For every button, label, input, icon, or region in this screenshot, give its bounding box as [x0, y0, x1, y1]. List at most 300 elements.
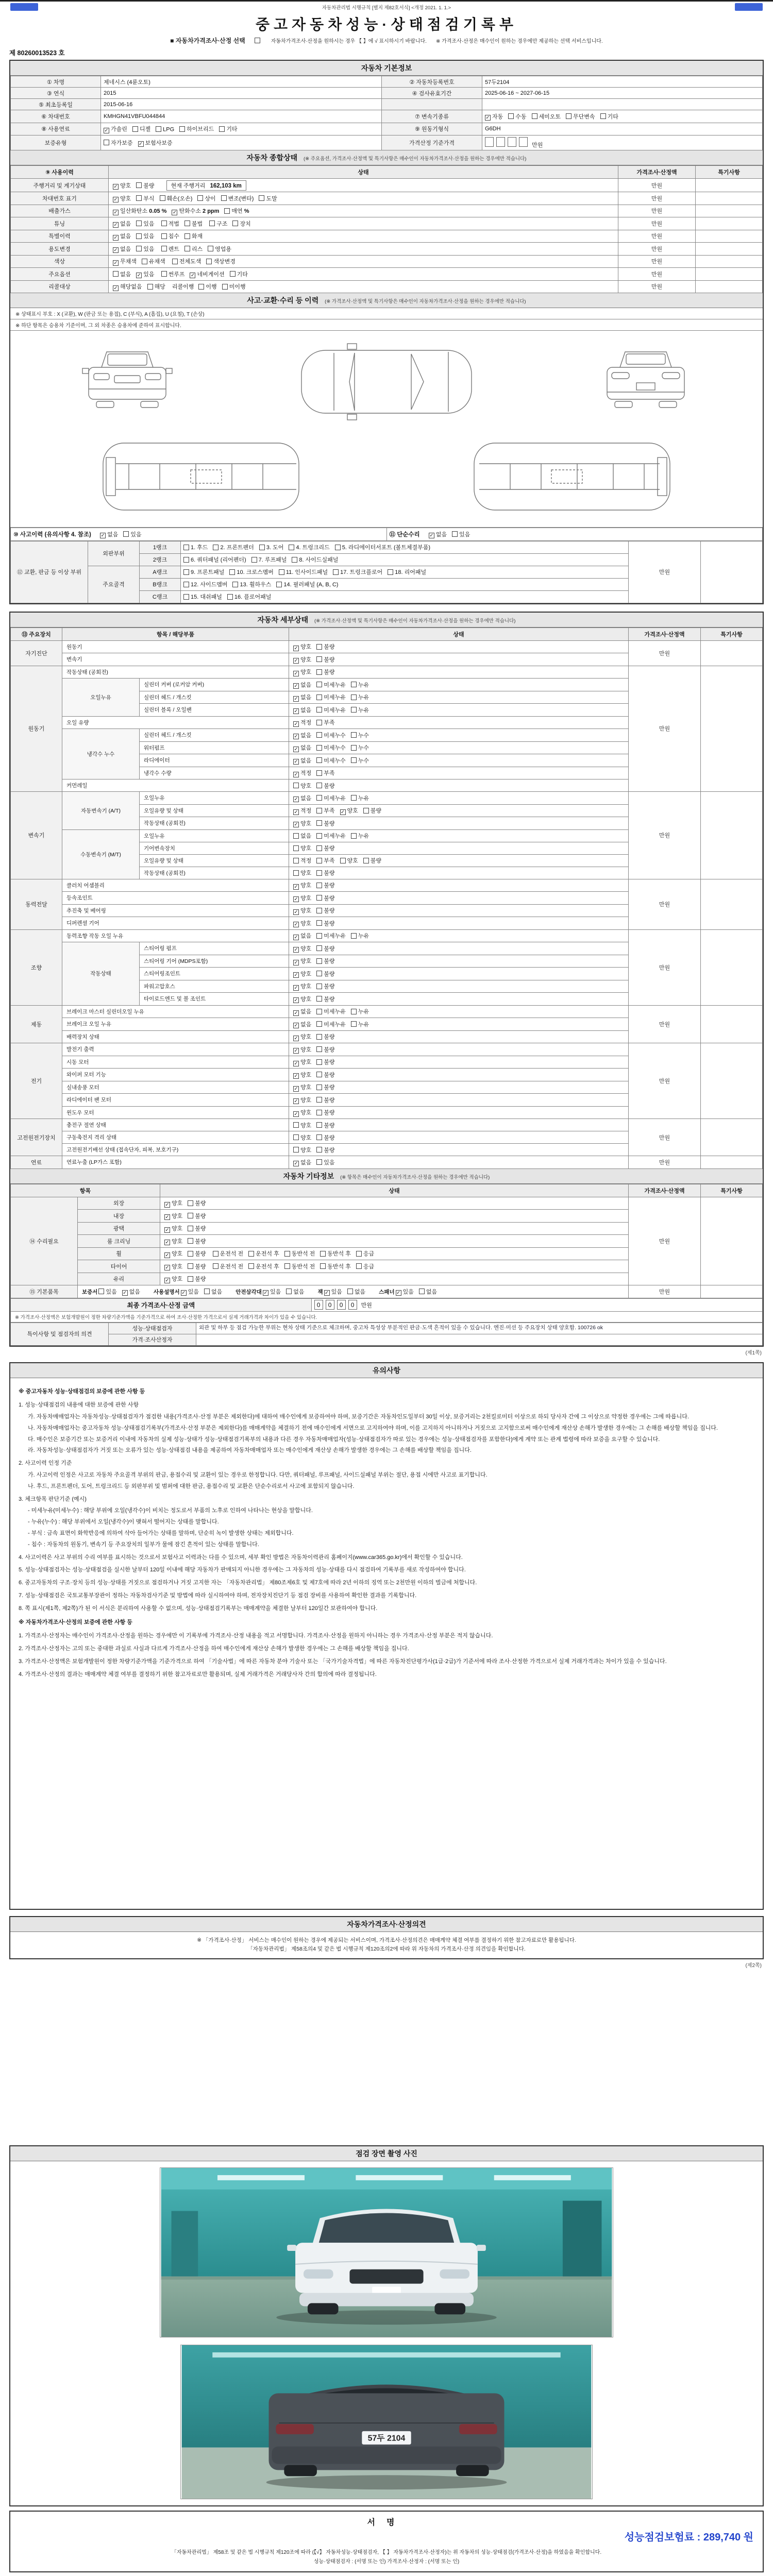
checkbox[interactable] — [136, 182, 142, 188]
checkbox-option[interactable] — [485, 112, 503, 121]
checkbox-option[interactable] — [123, 530, 141, 538]
checkbox-option[interactable] — [316, 856, 334, 865]
checkbox[interactable] — [293, 1134, 299, 1140]
checkbox-option[interactable] — [179, 125, 214, 133]
checkbox[interactable]: ✓ — [294, 658, 298, 664]
checkbox-option[interactable] — [293, 832, 311, 840]
checkbox-option[interactable] — [316, 944, 334, 953]
checkbox[interactable] — [188, 1276, 193, 1282]
checkbox-option[interactable] — [122, 1287, 140, 1296]
checkbox[interactable] — [284, 1251, 290, 1257]
checkbox[interactable] — [188, 1263, 193, 1269]
checkbox-option[interactable] — [351, 681, 369, 689]
checkbox[interactable] — [136, 221, 142, 226]
checkbox-option[interactable] — [316, 642, 334, 651]
checkbox-option[interactable] — [293, 655, 311, 664]
checkbox[interactable]: ✓ — [294, 746, 298, 752]
checkbox[interactable] — [316, 945, 322, 951]
checkbox-option[interactable] — [316, 982, 334, 990]
checkbox[interactable]: ✓ — [341, 809, 345, 815]
checkbox[interactable]: ✓ — [294, 922, 298, 927]
checkbox-option[interactable] — [316, 931, 346, 940]
checkbox[interactable]: ✓ — [139, 141, 143, 147]
checkbox[interactable]: ✓ — [191, 273, 195, 278]
checkbox-option[interactable] — [419, 1287, 437, 1296]
checkbox[interactable] — [183, 545, 189, 550]
checkbox[interactable]: ✓ — [485, 115, 490, 121]
checkbox-option[interactable] — [316, 681, 346, 689]
checkbox-option[interactable] — [293, 693, 311, 702]
checkbox[interactable]: ✓ — [294, 734, 298, 739]
checkbox-option[interactable] — [316, 756, 346, 765]
checkbox-option[interactable] — [161, 232, 179, 240]
checkbox[interactable]: ✓ — [165, 1201, 170, 1208]
checkbox-option[interactable] — [293, 1108, 311, 1117]
checkbox[interactable] — [351, 694, 357, 700]
checkbox[interactable] — [183, 569, 189, 575]
checkbox-option[interactable] — [293, 769, 311, 777]
checkbox-option[interactable] — [142, 257, 165, 265]
checkbox[interactable] — [161, 233, 167, 239]
checkbox[interactable] — [251, 557, 257, 563]
checkbox[interactable] — [316, 858, 322, 863]
checkbox[interactable]: ✓ — [294, 696, 298, 702]
checkbox[interactable] — [230, 271, 236, 277]
checkbox-option[interactable] — [532, 112, 561, 121]
checkbox-option[interactable] — [293, 982, 311, 991]
checkbox-option[interactable] — [293, 681, 311, 689]
checkbox[interactable] — [188, 1200, 193, 1206]
checkbox-option[interactable] — [213, 543, 254, 551]
checkbox[interactable]: ✓ — [294, 721, 298, 727]
checkbox[interactable] — [316, 1134, 322, 1140]
checkbox-option[interactable] — [113, 282, 142, 291]
checkbox-option[interactable] — [324, 1287, 342, 1296]
checkbox-option[interactable] — [316, 693, 346, 701]
checkbox[interactable] — [388, 569, 393, 575]
checkbox-option[interactable] — [293, 970, 311, 978]
checkbox-option[interactable] — [316, 743, 346, 752]
checkbox[interactable]: ✓ — [113, 247, 118, 253]
checkbox[interactable] — [356, 1263, 362, 1269]
checkbox-option[interactable] — [164, 1262, 182, 1271]
checkbox-option[interactable] — [289, 543, 329, 551]
checkbox[interactable]: ✓ — [294, 997, 298, 1003]
checkbox[interactable] — [188, 1226, 193, 1231]
checkbox-option[interactable] — [293, 782, 311, 790]
checkbox-option[interactable] — [198, 282, 216, 291]
checkbox[interactable] — [136, 195, 142, 201]
checkbox-option[interactable] — [136, 270, 154, 279]
checkbox-option[interactable] — [363, 806, 381, 815]
checkbox-option[interactable] — [206, 257, 236, 265]
checkbox[interactable] — [161, 246, 167, 251]
checkbox[interactable] — [188, 1213, 193, 1218]
checkbox[interactable]: ✓ — [294, 645, 298, 651]
checkbox-option[interactable] — [284, 1262, 315, 1270]
checkbox-option[interactable] — [221, 194, 254, 202]
checkbox-option[interactable] — [156, 126, 174, 133]
checkbox-option[interactable] — [113, 270, 131, 278]
checkbox-option[interactable] — [351, 794, 369, 802]
checkbox-option[interactable] — [316, 881, 334, 889]
checkbox-option[interactable] — [293, 1032, 311, 1041]
checkbox[interactable] — [98, 1289, 104, 1294]
checkbox[interactable] — [248, 1251, 254, 1257]
checkbox[interactable] — [183, 594, 189, 600]
checkbox-option[interactable] — [293, 881, 311, 890]
checkbox[interactable] — [227, 594, 233, 600]
checkbox[interactable] — [600, 113, 606, 119]
checkbox-option[interactable] — [293, 642, 311, 651]
checkbox-option[interactable] — [183, 592, 222, 601]
checkbox[interactable]: ✓ — [294, 947, 298, 953]
checkbox-option[interactable] — [356, 1249, 374, 1258]
checkbox[interactable] — [419, 1289, 425, 1294]
checkbox-option[interactable] — [566, 112, 595, 121]
checkbox[interactable]: ✓ — [294, 771, 298, 777]
checkbox-option[interactable] — [293, 1007, 311, 1016]
checkbox[interactable]: ✓ — [294, 1048, 298, 1054]
checkbox-option[interactable] — [351, 756, 369, 765]
checkbox-option[interactable] — [316, 1108, 334, 1116]
checkbox-option[interactable] — [98, 1287, 116, 1296]
checkbox-option[interactable] — [136, 245, 154, 253]
checkbox[interactable]: ✓ — [294, 796, 298, 802]
checkbox-option[interactable] — [316, 1071, 334, 1079]
checkbox[interactable] — [566, 113, 572, 119]
checkbox-option[interactable] — [188, 1224, 206, 1232]
checkbox-option[interactable] — [172, 207, 219, 215]
checkbox[interactable] — [104, 140, 109, 145]
checkbox[interactable] — [142, 259, 147, 264]
checkbox-option[interactable] — [316, 1058, 334, 1066]
checkbox-option[interactable] — [184, 219, 203, 228]
checkbox-option[interactable] — [316, 1045, 334, 1054]
checkbox-option[interactable] — [213, 1249, 244, 1258]
checkbox-option[interactable] — [136, 219, 154, 228]
checkbox[interactable]: ✓ — [294, 683, 298, 689]
checkbox[interactable] — [316, 783, 322, 788]
checkbox[interactable] — [316, 1009, 322, 1014]
checkbox-option[interactable] — [164, 1275, 182, 1283]
checkbox[interactable] — [363, 808, 369, 814]
checkbox[interactable]: ✓ — [113, 285, 118, 291]
checkbox-option[interactable] — [232, 219, 250, 228]
checkbox[interactable] — [222, 284, 228, 290]
checkbox[interactable] — [316, 644, 322, 650]
checkbox-option[interactable] — [188, 1262, 206, 1270]
checkbox-option[interactable] — [190, 270, 224, 279]
checkbox[interactable]: ✓ — [137, 273, 141, 278]
checkbox[interactable] — [351, 1009, 357, 1014]
checkbox-option[interactable] — [351, 1007, 369, 1015]
checkbox[interactable] — [356, 1251, 362, 1257]
checkbox[interactable] — [316, 707, 322, 713]
checkbox[interactable] — [316, 694, 322, 700]
checkbox[interactable]: ✓ — [113, 197, 118, 202]
checkbox[interactable]: ✓ — [165, 1227, 170, 1233]
checkbox[interactable] — [156, 126, 161, 132]
checkbox-option[interactable] — [351, 931, 369, 940]
checkbox-option[interactable] — [316, 1146, 334, 1154]
checkbox-option[interactable] — [164, 1199, 182, 1208]
checkbox-option[interactable] — [132, 125, 150, 133]
checkbox-option[interactable] — [293, 931, 311, 940]
checkbox[interactable] — [279, 569, 284, 575]
checkbox-option[interactable] — [136, 194, 154, 202]
checkbox[interactable]: ✓ — [429, 533, 434, 538]
checkbox-option[interactable] — [356, 1262, 374, 1270]
checkbox-option[interactable] — [316, 919, 334, 927]
checkbox-option[interactable] — [293, 869, 311, 877]
checkbox[interactable]: ✓ — [294, 985, 298, 991]
checkbox-option[interactable] — [293, 819, 311, 828]
checkbox-option[interactable] — [293, 718, 311, 727]
checkbox-option[interactable] — [100, 530, 118, 539]
checkbox-option[interactable] — [316, 1083, 334, 1091]
checkbox-option[interactable] — [351, 743, 369, 752]
checkbox[interactable] — [259, 195, 264, 201]
checkbox-option[interactable] — [293, 1133, 311, 1142]
checkbox-option[interactable] — [293, 919, 311, 928]
checkbox[interactable]: ✓ — [165, 1277, 170, 1283]
checkbox[interactable] — [204, 1289, 210, 1294]
checkbox[interactable]: ✓ — [294, 822, 298, 827]
checkbox-option[interactable] — [136, 232, 154, 240]
checkbox-option[interactable] — [316, 731, 346, 739]
checkbox[interactable]: ✓ — [294, 1098, 298, 1104]
checkbox-option[interactable] — [183, 580, 227, 588]
checkbox-option[interactable] — [113, 257, 137, 266]
checkbox-option[interactable] — [340, 806, 358, 815]
checkbox[interactable] — [147, 284, 153, 290]
checkbox[interactable] — [179, 126, 185, 132]
checkbox-option[interactable] — [293, 1020, 311, 1029]
checkbox[interactable] — [292, 557, 297, 563]
checkbox[interactable] — [351, 833, 357, 839]
checkbox[interactable]: ✓ — [396, 1290, 401, 1296]
checkbox-option[interactable] — [248, 1262, 279, 1270]
checkbox[interactable] — [293, 845, 299, 851]
checkbox[interactable] — [293, 833, 299, 839]
checkbox-option[interactable] — [293, 906, 311, 915]
checkbox[interactable] — [172, 259, 178, 264]
checkbox[interactable] — [316, 732, 322, 738]
checkbox[interactable]: ✓ — [294, 759, 298, 765]
checkbox-option[interactable] — [293, 731, 311, 740]
checkbox[interactable] — [316, 1072, 322, 1077]
checkbox-option[interactable] — [316, 1032, 334, 1041]
checkbox-option[interactable] — [316, 668, 334, 676]
checkbox[interactable] — [316, 745, 322, 751]
checkbox[interactable] — [316, 1046, 322, 1052]
checkbox-option[interactable] — [181, 1287, 199, 1296]
checkbox-option[interactable] — [316, 706, 346, 714]
checkbox-option[interactable] — [293, 1096, 311, 1105]
checkbox-option[interactable] — [316, 655, 334, 664]
checkbox-option[interactable] — [230, 270, 248, 278]
checkbox-option[interactable] — [293, 706, 311, 715]
checkbox[interactable] — [316, 1034, 322, 1040]
checkbox[interactable] — [197, 195, 203, 201]
checkbox[interactable] — [276, 582, 282, 587]
checkbox-option[interactable] — [316, 769, 334, 777]
checkbox[interactable]: ✓ — [113, 234, 118, 241]
checkbox-option[interactable] — [188, 1212, 206, 1220]
checkbox[interactable]: ✓ — [294, 708, 298, 714]
checkbox[interactable]: ✓ — [113, 260, 118, 266]
checkbox-option[interactable] — [293, 1071, 311, 1079]
checkbox[interactable] — [113, 271, 119, 277]
checkbox[interactable] — [316, 770, 322, 776]
checkbox[interactable] — [284, 1263, 290, 1269]
checkbox-option[interactable] — [160, 194, 193, 202]
checkbox[interactable] — [161, 271, 167, 277]
checkbox-option[interactable] — [224, 207, 249, 215]
checkbox[interactable] — [316, 1059, 322, 1065]
checkbox-option[interactable] — [259, 194, 277, 202]
checkbox-option[interactable] — [351, 706, 369, 714]
checkbox[interactable] — [232, 582, 238, 587]
checkbox[interactable] — [351, 682, 357, 687]
checkbox-option[interactable] — [113, 207, 166, 215]
checkbox-option[interactable] — [138, 139, 173, 147]
checkbox[interactable] — [316, 996, 322, 1002]
checkbox[interactable] — [136, 233, 142, 239]
checkbox[interactable] — [229, 569, 235, 575]
checkbox-option[interactable] — [113, 219, 131, 228]
checkbox[interactable] — [259, 545, 265, 550]
checkbox-option[interactable] — [286, 1287, 304, 1296]
checkbox[interactable] — [183, 582, 189, 587]
checkbox[interactable]: ✓ — [263, 1290, 268, 1296]
checkbox[interactable]: ✓ — [113, 184, 118, 190]
checkbox[interactable]: ✓ — [294, 909, 298, 915]
checkbox-option[interactable] — [293, 995, 311, 1004]
checkbox[interactable] — [532, 113, 537, 119]
checkbox-option[interactable] — [316, 894, 334, 902]
checkbox-option[interactable] — [113, 181, 131, 190]
checkbox[interactable] — [188, 1251, 193, 1257]
checkbox[interactable] — [351, 1021, 357, 1027]
checkbox-option[interactable] — [293, 1121, 311, 1129]
checkbox-option[interactable] — [335, 543, 430, 551]
checkbox-option[interactable] — [316, 995, 334, 1003]
checkbox[interactable]: ✓ — [294, 1161, 298, 1166]
checkbox[interactable] — [293, 858, 299, 863]
checkbox[interactable]: ✓ — [104, 127, 109, 133]
checkbox-option[interactable] — [396, 1287, 414, 1296]
checkbox[interactable]: ✓ — [113, 209, 118, 215]
checkbox[interactable] — [320, 1251, 326, 1257]
top-right-badge[interactable] — [735, 3, 763, 11]
checkbox-option[interactable] — [316, 1133, 334, 1142]
checkbox[interactable] — [316, 656, 322, 662]
checkbox-option[interactable] — [347, 1287, 365, 1296]
checkbox-option[interactable] — [293, 1058, 311, 1066]
checkbox[interactable] — [316, 1147, 322, 1153]
checkbox-option[interactable] — [164, 1212, 182, 1221]
checkbox-option[interactable] — [293, 844, 311, 852]
checkbox-option[interactable] — [333, 568, 382, 576]
checkbox[interactable] — [351, 757, 357, 763]
checkbox[interactable] — [213, 545, 219, 550]
checkbox-option[interactable] — [164, 1237, 182, 1246]
checkbox[interactable] — [316, 920, 322, 926]
checkbox[interactable] — [289, 545, 294, 550]
checkbox-option[interactable] — [164, 1249, 182, 1258]
checkbox[interactable] — [183, 557, 189, 563]
checkbox[interactable] — [316, 984, 322, 989]
checkbox-option[interactable] — [164, 1224, 182, 1233]
checkbox[interactable]: ✓ — [325, 1290, 329, 1296]
checkbox-option[interactable] — [183, 555, 246, 564]
checkbox[interactable]: ✓ — [294, 1023, 298, 1028]
checkbox-option[interactable] — [113, 194, 131, 203]
checkbox-option[interactable] — [263, 1287, 281, 1296]
checkbox[interactable] — [293, 1147, 299, 1153]
checkbox[interactable]: ✓ — [294, 884, 298, 890]
checkbox[interactable] — [316, 682, 322, 687]
checkbox[interactable]: ✓ — [165, 1252, 170, 1258]
checkbox[interactable] — [136, 246, 142, 251]
checkbox-option[interactable] — [204, 1287, 222, 1296]
checkbox[interactable]: ✓ — [294, 934, 298, 940]
checkbox[interactable] — [351, 933, 357, 939]
checkbox[interactable] — [213, 1263, 219, 1269]
checkbox[interactable]: ✓ — [100, 533, 105, 538]
checkbox[interactable] — [316, 883, 322, 888]
checkbox[interactable]: ✓ — [113, 222, 118, 228]
checkbox[interactable] — [221, 195, 227, 201]
checkbox-option[interactable] — [113, 232, 131, 241]
checkbox[interactable] — [316, 908, 322, 913]
checkbox-option[interactable] — [293, 1146, 311, 1154]
checkbox-option[interactable] — [293, 1083, 311, 1092]
checkbox-option[interactable] — [316, 806, 334, 815]
checkbox-option[interactable] — [276, 580, 338, 588]
checkbox[interactable] — [208, 246, 213, 251]
checkbox-option[interactable] — [227, 592, 271, 601]
checkbox[interactable] — [316, 958, 322, 964]
checkbox-option[interactable] — [219, 125, 237, 133]
checkbox-option[interactable] — [316, 957, 334, 965]
checkbox-option[interactable] — [284, 1249, 315, 1258]
checkbox-option[interactable] — [184, 245, 203, 253]
checkbox-option[interactable] — [316, 1121, 334, 1129]
checkbox[interactable] — [206, 259, 212, 264]
checkbox-option[interactable] — [292, 555, 338, 564]
checkbox-option[interactable] — [293, 668, 311, 676]
checkbox[interactable] — [248, 1263, 254, 1269]
checkbox-option[interactable] — [213, 1262, 244, 1270]
checkbox[interactable] — [316, 895, 322, 901]
checkbox[interactable] — [316, 808, 322, 814]
checkbox-option[interactable] — [316, 794, 346, 802]
checkbox[interactable] — [347, 1289, 353, 1294]
checkbox[interactable] — [219, 126, 225, 132]
checkbox[interactable]: ✓ — [165, 1240, 170, 1245]
checkbox-option[interactable] — [113, 245, 131, 253]
checkbox[interactable] — [363, 858, 369, 863]
checkbox-option[interactable] — [188, 1237, 206, 1245]
checkbox[interactable]: ✓ — [172, 209, 177, 215]
checkbox-option[interactable] — [293, 957, 311, 965]
checkbox-option[interactable] — [351, 731, 369, 739]
checkbox[interactable] — [188, 1238, 193, 1244]
checkbox[interactable] — [316, 720, 322, 725]
